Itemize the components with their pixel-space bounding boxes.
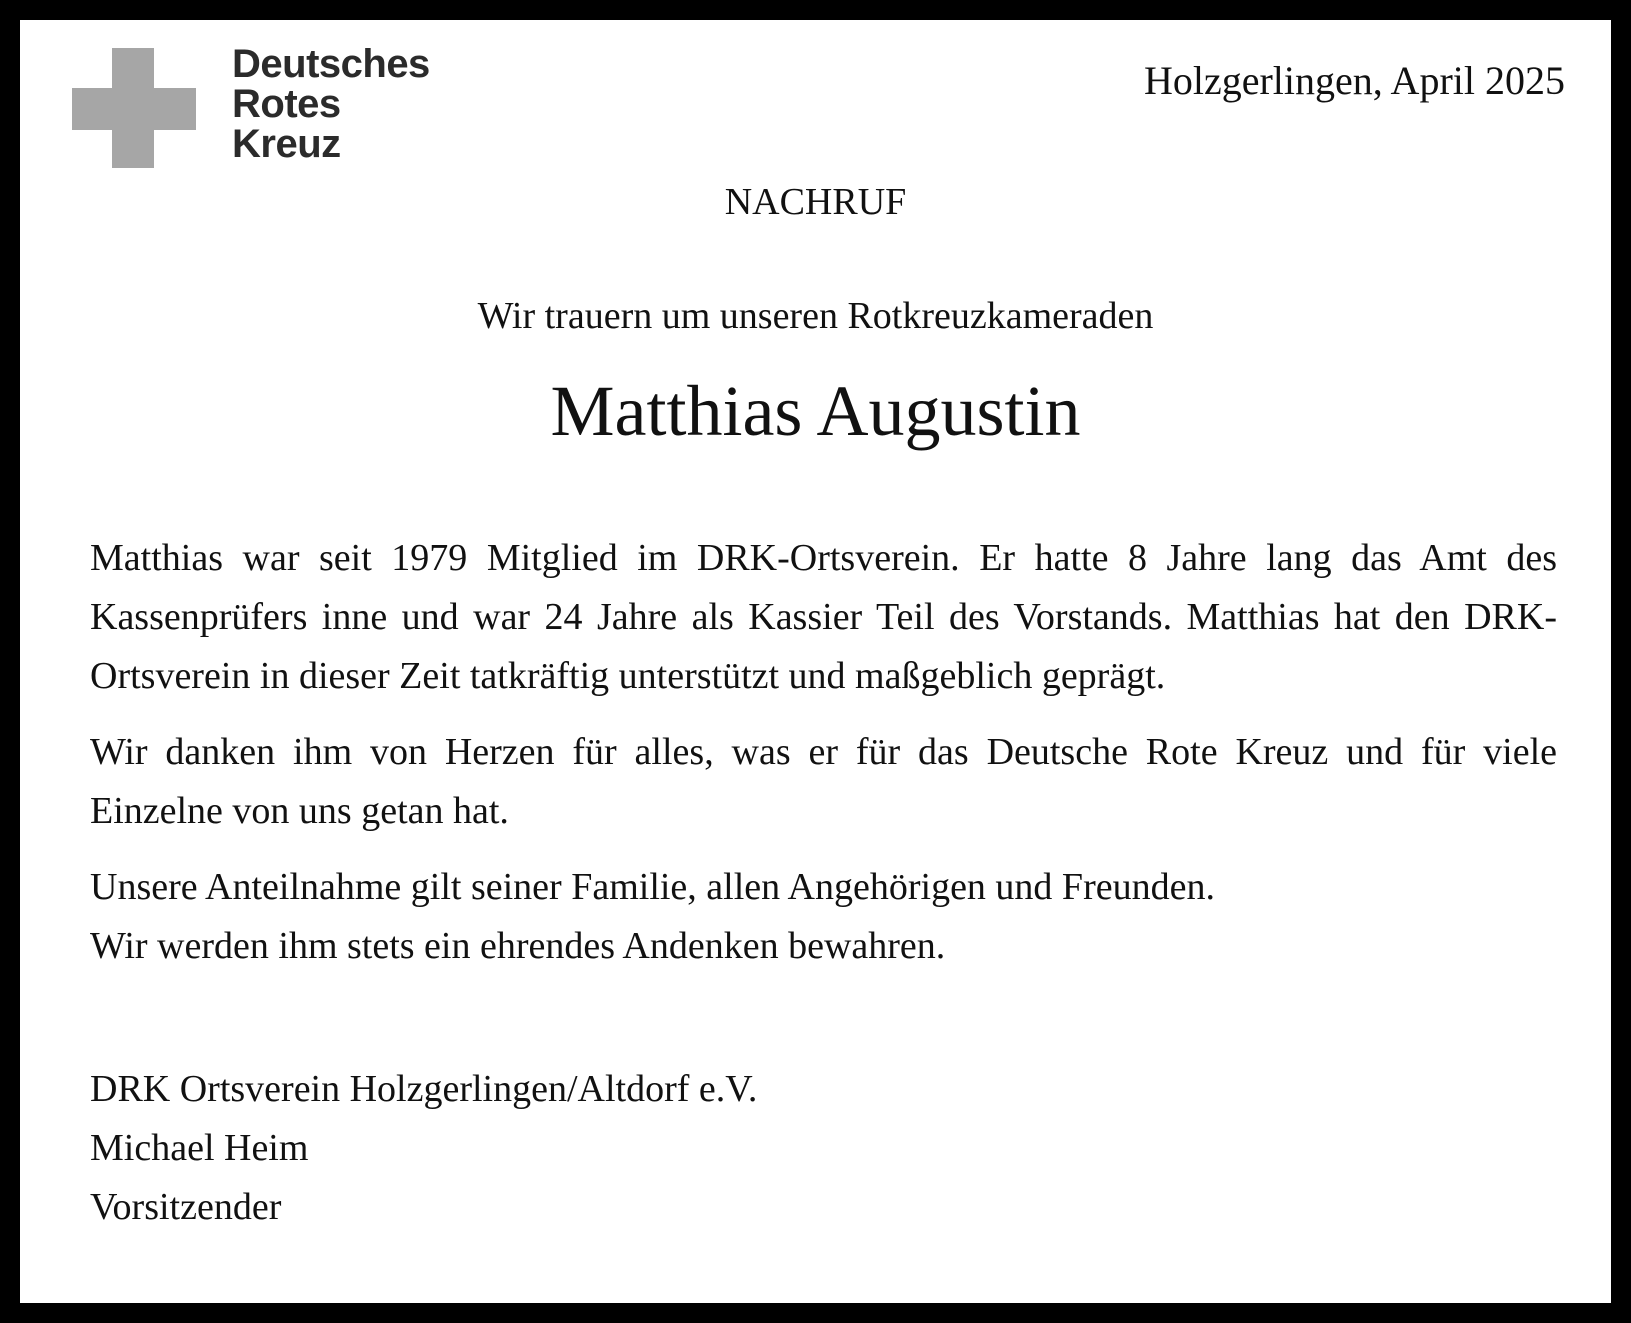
signature-role: Vorsitzender bbox=[90, 1186, 282, 1228]
signature-organization: DRK Ortsverein Holzgerlingen/Altdorf e.V. bbox=[90, 1068, 758, 1110]
logo-line-2: Rotes bbox=[232, 82, 341, 126]
intro-line: Wir trauern um unseren Rotkreuzkameraden bbox=[477, 295, 1154, 337]
obituary-notice bbox=[20, 20, 1611, 1303]
signature-person: Michael Heim bbox=[90, 1127, 309, 1169]
deceased-name: Matthias Augustin bbox=[550, 371, 1081, 451]
paragraph-membership: Matthias war seit 1979 Mitglied im DRK-Ortsverein. Er hatte 8 Jahre lang das Amt des Kassenprüfers inne und war 24 Jahre als Kassier Teil des Vorstands. Matthias hat den DRK-Ortsverein in dieser Zeit tatkräftig unterstützt und maßgeblich geprägt. bbox=[90, 537, 1557, 697]
cross-icon-horizontal bbox=[72, 88, 196, 130]
logo-line-3: Kreuz bbox=[232, 122, 341, 166]
signature-block bbox=[90, 1060, 757, 1237]
red-cross-logo bbox=[64, 42, 464, 188]
paragraph-condolence: Unsere Anteilnahme gilt seiner Familie, allen Angehörigen und Freunden. bbox=[90, 866, 1215, 908]
notice-body bbox=[90, 529, 1557, 993]
paragraph-thanks: Wir danken ihm von Herzen für alles, was er für das Deutsche Rote Kreuz und für viele Einzelne von uns getan hat. bbox=[90, 731, 1557, 832]
notice-heading: NACHRUF bbox=[724, 181, 907, 223]
paragraph-remembrance: Wir werden ihm stets ein ehrendes Andenken bewahren. bbox=[90, 925, 946, 967]
logo-line-1: Deutsches bbox=[232, 42, 430, 86]
logo-wordmark bbox=[232, 44, 430, 164]
place-date: Holzgerlingen, April 2025 bbox=[1143, 58, 1565, 103]
